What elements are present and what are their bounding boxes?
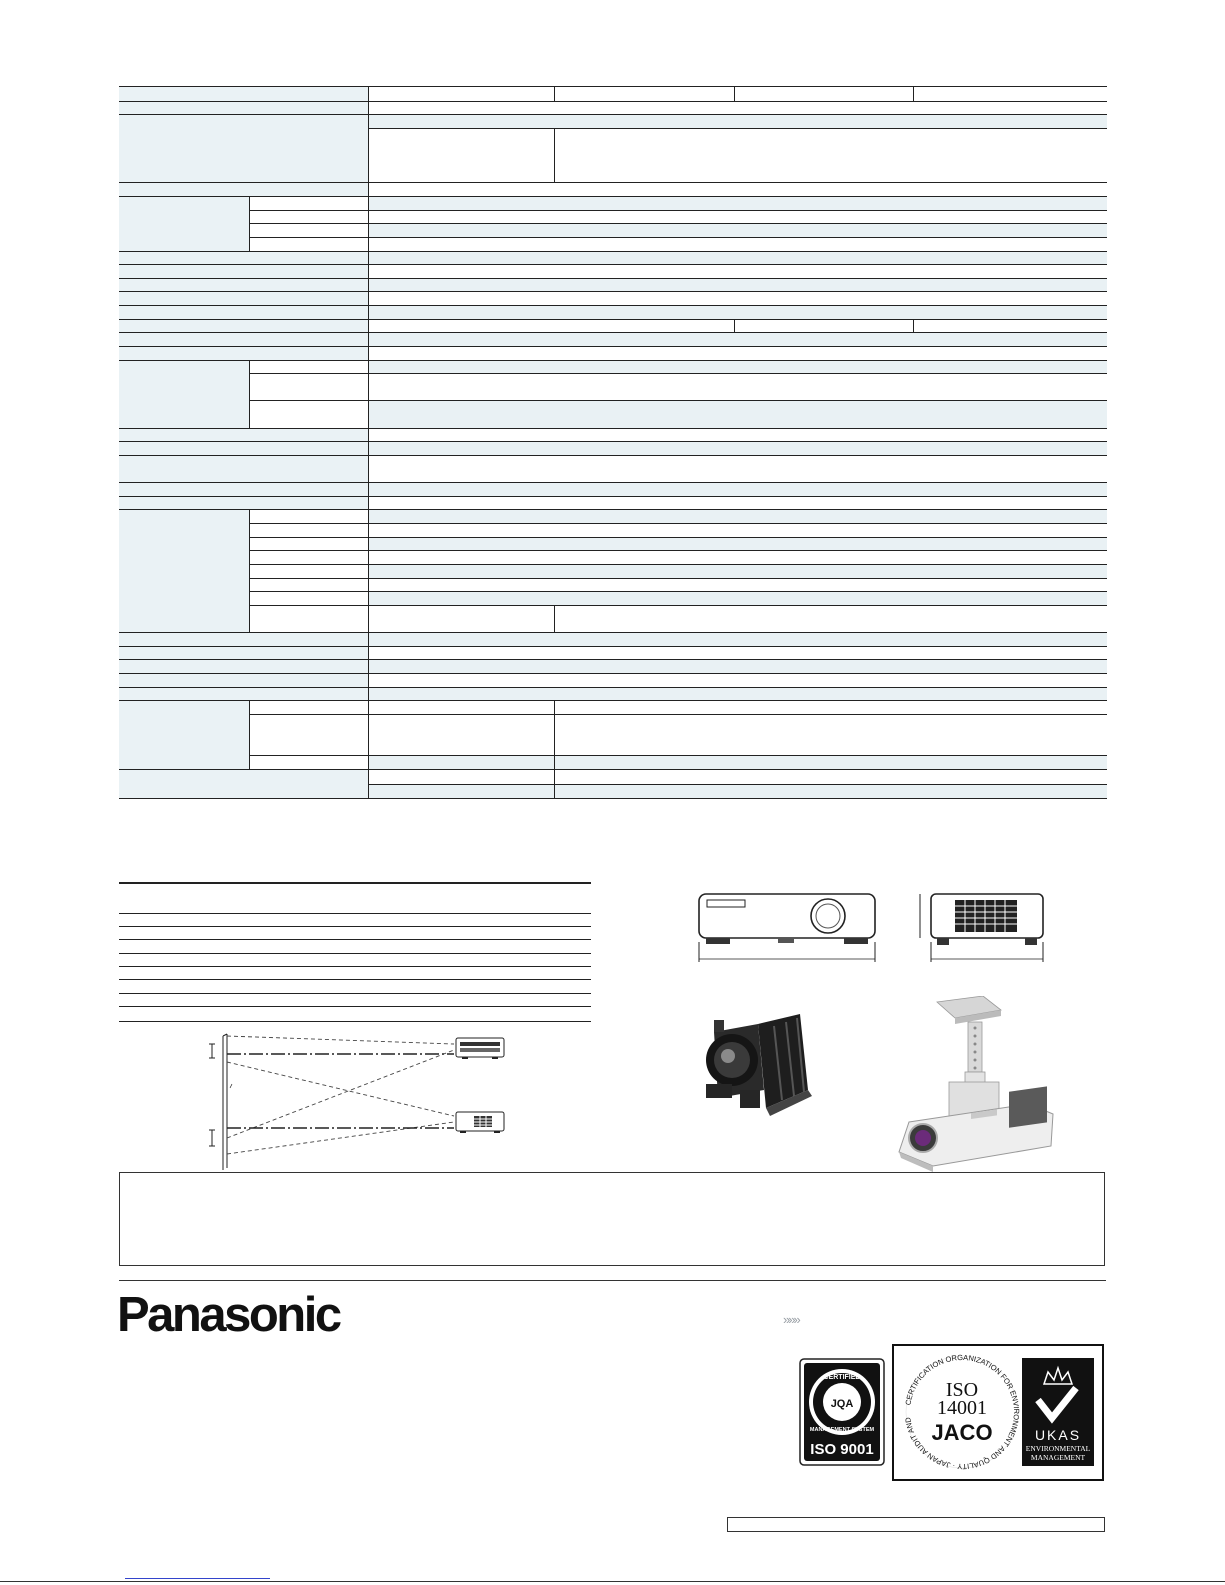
spec-row: [119, 660, 1107, 674]
distance-table-rule: [119, 966, 591, 967]
spec-cell: [368, 633, 1107, 647]
spec-row: [119, 401, 1107, 428]
spec-cell: [368, 496, 1107, 510]
ukas-sub1: ENVIRONMENTAL: [1025, 1444, 1091, 1453]
jaco-mark: JACO: [931, 1420, 993, 1445]
spec-cell: [368, 785, 554, 799]
spec-sublabel: [249, 197, 368, 211]
distance-table-rule: [119, 939, 591, 940]
distance-table-rule: [119, 953, 591, 954]
spec-row: [119, 183, 1107, 197]
spec-sublabel: [249, 551, 368, 565]
spec-cell: [368, 210, 1107, 224]
spec-sublabel: [249, 755, 368, 770]
iso9001-certified-text: CERTIFIED: [823, 1374, 861, 1381]
spec-row: [119, 537, 1107, 551]
spec-sublabel: [249, 224, 368, 238]
spec-cell: [368, 306, 1107, 320]
iso9001-band-text: MANAGEMENT SYSTEM: [809, 1427, 875, 1433]
distance-table-rule: [119, 913, 591, 914]
spec-cell: [368, 537, 1107, 551]
spec-label: [119, 278, 368, 292]
spec-row: [119, 714, 1107, 755]
spec-label: [119, 292, 368, 306]
spec-label: [119, 660, 368, 674]
spec-cell: [368, 455, 1107, 482]
spec-cell: [368, 101, 1107, 115]
spec-cell: [913, 87, 1107, 102]
spec-sublabel: [249, 714, 368, 755]
spec-cell: [368, 224, 1107, 238]
spec-cell: [368, 714, 554, 755]
spec-row: [119, 701, 1107, 715]
spec-cell: [554, 755, 1107, 770]
distance-table-rule: [119, 926, 591, 927]
spec-sublabel: [249, 592, 368, 606]
spec-row: [119, 346, 1107, 360]
ukas-sub2: MANAGEMENT: [1030, 1453, 1086, 1462]
spec-cell: [368, 115, 1107, 129]
spec-label: [119, 455, 368, 482]
notice-box: [119, 1172, 1105, 1266]
iso-9001-badge: [799, 1358, 885, 1466]
spec-cell: [734, 87, 913, 102]
spec-cell: [368, 687, 1107, 701]
spec-cell: [368, 265, 1107, 279]
spec-cell: [368, 755, 554, 770]
spec-label: [119, 87, 368, 102]
spec-row: [119, 251, 1107, 265]
replacement-lamp-image: [700, 1012, 814, 1117]
spec-row: [119, 197, 1107, 211]
spec-row: [119, 455, 1107, 482]
spec-row: [119, 292, 1107, 306]
spec-row: [119, 224, 1107, 238]
spec-sublabel: [249, 524, 368, 538]
spec-table-section: [119, 86, 1107, 799]
spec-cell: [554, 714, 1107, 755]
spec-row: [119, 483, 1107, 497]
spec-row: [119, 278, 1107, 292]
spec-cell: [368, 346, 1107, 360]
iso9001-label: ISO 9001: [810, 1441, 874, 1458]
spec-row: [119, 496, 1107, 510]
spec-cell: [368, 128, 554, 183]
spec-cell: [368, 442, 1107, 456]
spec-cell: [368, 564, 1107, 578]
spec-table: [119, 86, 1107, 799]
spec-row: [119, 564, 1107, 578]
spec-row: [119, 115, 1107, 129]
spec-row: [119, 428, 1107, 442]
spec-row: [119, 210, 1107, 224]
distance-table-rule: [119, 1006, 591, 1007]
spec-label: [119, 360, 249, 428]
spec-sublabel: [249, 374, 368, 401]
spec-label: [119, 428, 368, 442]
spec-label: [119, 115, 368, 183]
spec-cell: [554, 770, 1107, 785]
spec-cell: [368, 428, 1107, 442]
spec-cell: [368, 660, 1107, 674]
jqa-mark: JQA: [830, 1398, 854, 1410]
dealer-stamp-box: [727, 1517, 1105, 1532]
spec-sublabel: [249, 605, 368, 632]
spec-row: [119, 551, 1107, 565]
spec-cell: [368, 770, 554, 785]
spec-sublabel: [249, 210, 368, 224]
spec-cell: [368, 360, 1107, 374]
projector-front-icon: [456, 1112, 504, 1133]
spec-cell: [368, 701, 554, 715]
distance-table-rule: [119, 1021, 591, 1022]
spec-cell: [368, 333, 1107, 347]
spec-row: [119, 101, 1107, 115]
spec-row: [119, 374, 1107, 401]
iso14001-line1: ISO: [945, 1379, 979, 1401]
iso14001-line2: 14001: [937, 1397, 987, 1419]
footer-divider: [119, 1280, 1106, 1281]
spec-cell: [554, 87, 734, 102]
spec-cell: [734, 319, 913, 333]
spec-cell: [368, 292, 1107, 306]
spec-cell: [554, 128, 1107, 183]
spec-sublabel: [249, 360, 368, 374]
spec-cell: [913, 319, 1107, 333]
spec-row: [119, 265, 1107, 279]
projector-side-icon: [456, 1038, 504, 1059]
spec-cell: [368, 592, 1107, 606]
spec-cell: [554, 701, 1107, 715]
spec-cell: [368, 510, 1107, 524]
spec-cell: [368, 605, 554, 632]
spec-cell: [554, 785, 1107, 799]
spec-row: [119, 770, 1107, 785]
spec-cell: [368, 319, 734, 333]
spec-cell: [368, 578, 1107, 592]
spec-cell: [368, 401, 1107, 428]
spec-cell: [368, 237, 1107, 251]
spec-row: [119, 442, 1107, 456]
distance-table-rule: [119, 979, 591, 980]
spec-label: [119, 673, 368, 687]
projection-diagram: [200, 1030, 520, 1170]
spec-row: [119, 237, 1107, 251]
spec-cell: [368, 483, 1107, 497]
panasonic-logo: Panasonic: [117, 1288, 340, 1342]
spec-cell: [368, 646, 1107, 660]
spec-row: [119, 673, 1107, 687]
spec-label: [119, 101, 368, 115]
spec-cell: [368, 524, 1107, 538]
spec-row: [119, 87, 1107, 102]
spec-row: [119, 687, 1107, 701]
spec-sublabel: [249, 401, 368, 428]
spec-label: [119, 496, 368, 510]
spec-label: [119, 251, 368, 265]
footer-link-underline[interactable]: [125, 1578, 270, 1579]
ceiling-mount-image: [893, 996, 1055, 1172]
spec-sublabel: [249, 237, 368, 251]
ukas-text: UKAS: [1034, 1427, 1082, 1443]
spec-label: [119, 633, 368, 647]
spec-sublabel: [249, 537, 368, 551]
spec-label: [119, 319, 368, 333]
spec-label: [119, 197, 249, 252]
spec-label: [119, 510, 249, 633]
projection-axis-lines: [227, 1054, 454, 1128]
spec-label: [119, 442, 368, 456]
spec-row: [119, 333, 1107, 347]
spec-cell: [368, 197, 1107, 211]
spec-row: [119, 524, 1107, 538]
spec-row: [119, 306, 1107, 320]
spec-cell: [368, 551, 1107, 565]
spec-row: [119, 646, 1107, 660]
spec-cell: [368, 374, 1107, 401]
spec-cell: [368, 251, 1107, 265]
distance-table-rule: [119, 882, 591, 884]
spec-sublabel: [249, 701, 368, 715]
spec-cell: [368, 278, 1107, 292]
spec-row: [119, 592, 1107, 606]
spec-label: [119, 265, 368, 279]
spec-cell: [368, 673, 1107, 687]
spec-label: [119, 646, 368, 660]
distance-table-rule: [119, 993, 591, 994]
spec-cell: [368, 87, 554, 102]
spec-label: [119, 183, 368, 197]
spec-cell: [368, 183, 1107, 197]
spec-label: [119, 346, 368, 360]
spec-row: [119, 510, 1107, 524]
spec-label: [119, 306, 368, 320]
projection-distance-table: [119, 880, 591, 1023]
spec-row: [119, 319, 1107, 333]
spec-row: [119, 633, 1107, 647]
spec-sublabel: [249, 578, 368, 592]
spec-sublabel: [249, 510, 368, 524]
spec-row: [119, 578, 1107, 592]
spec-label: [119, 483, 368, 497]
spec-label: [119, 701, 249, 770]
projector-front-dimension-drawing: [698, 892, 878, 970]
spec-label: [119, 770, 368, 799]
spec-row: [119, 605, 1107, 632]
spec-label: [119, 333, 368, 347]
projector-side-dimension-drawing: [915, 892, 1050, 970]
spec-cell: [554, 605, 1107, 632]
page-bottom-rule: [0, 1581, 1225, 1582]
spec-row: [119, 360, 1107, 374]
spec-sublabel: [249, 564, 368, 578]
arrows-icon: »»»: [783, 1312, 799, 1327]
iso14001-ring-path: CERTIFICATION ORGANIZATION FOR ENVIRONMENT AND QUALITY · JAPAN AUDIT AND: [903, 1352, 1022, 1472]
spec-label: [119, 687, 368, 701]
iso-14001-badge: [892, 1344, 1104, 1481]
spec-row: [119, 755, 1107, 770]
